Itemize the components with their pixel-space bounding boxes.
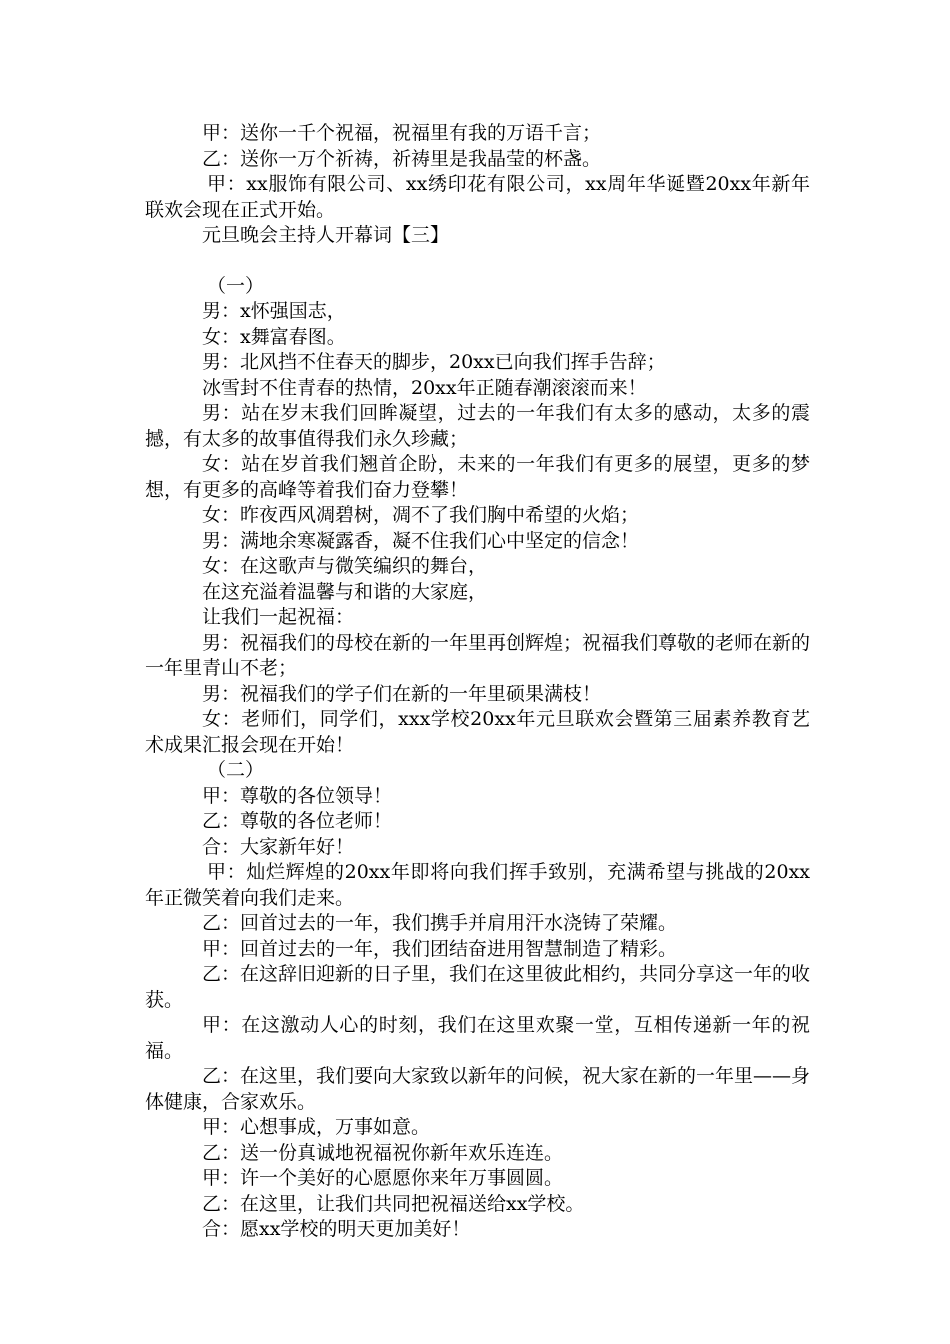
document-paragraph: 乙：回首过去的一年，我们携手并肩用汗水浇铸了荣耀。 xyxy=(202,912,678,934)
document-paragraph: 女：昨夜西风凋碧树，凋不了我们胸中希望的火焰； xyxy=(202,504,640,526)
document-paragraph: 乙：尊敬的各位老师！ xyxy=(202,810,393,832)
document-paragraph: （二） xyxy=(207,759,265,781)
document-paragraph: 女：老师们，同学们，xxx学校20xx年元旦联欢会暨第三届素养教育艺术成果汇报会现在开始！ xyxy=(145,708,810,756)
document-paragraph: 女：站在岁首我们翘首企盼，未来的一年我们有更多的展望，更多的梦想，有更多的高峰等着我们奋力登攀！ xyxy=(145,453,810,501)
document-paragraph: 女：x舞富春图。 xyxy=(202,325,346,348)
document-paragraph: 女：在这歌声与微笑编织的舞台， xyxy=(202,555,488,577)
document-paragraph: 乙：在这里，让我们共同把祝福送给xx学校。 xyxy=(202,1192,585,1215)
document-paragraph: 男：站在岁末我们回眸凝望，过去的一年我们有太多的感动，太多的震撼，有太多的故事值得我们永久珍藏； xyxy=(145,402,810,450)
document-paragraph: 乙：在这里，我们要向大家致以新年的问候，祝大家在新的一年里——身体健康，合家欢乐。 xyxy=(145,1065,811,1113)
document-paragraph: 甲：在这激动人心的时刻，我们在这里欢聚一堂，互相传递新一年的祝福。 xyxy=(145,1014,810,1062)
document-paragraph: 让我们一起祝福： xyxy=(202,606,355,628)
document-paragraph: 合：大家新年好！ xyxy=(202,835,355,858)
document-paragraph: 男：满地余寒凝露香，凝不住我们心中坚定的信念！ xyxy=(202,529,640,552)
document-paragraph: 男：祝福我们的母校在新的一年里再创辉煌；祝福我们尊敬的老师在新的一年里青山不老； xyxy=(145,631,811,679)
document-paragraph: 甲：送你一千个祝福，祝福里有我的万语千言； xyxy=(202,122,602,144)
document-paragraph: 甲：心想事成，万事如意。 xyxy=(202,1116,431,1138)
document-paragraph: （一） xyxy=(207,274,265,297)
document-paragraph: 男：祝福我们的学子们在新的一年里硕果满枝！ xyxy=(202,682,602,705)
document-paragraph: 乙：送一份真诚地祝福祝你新年欢乐连连。 xyxy=(202,1141,564,1164)
document-paragraph: 合：愿xx学校的明天更加美好！ xyxy=(202,1218,471,1240)
document-paragraph: 甲：许一个美好的心愿愿你来年万事圆圆。 xyxy=(202,1167,564,1189)
document-paragraph: 甲：灿烂辉煌的20xx年即将向我们挥手致别，充满希望与挑战的20xx年正微笑着向我们走来。 xyxy=(145,861,810,909)
document-paragraph: 甲：尊敬的各位领导！ xyxy=(202,784,393,807)
document-paragraph: 甲：回首过去的一年，我们团结奋进用智慧制造了精彩。 xyxy=(202,937,678,960)
document-paragraph: 男：x怀强国志， xyxy=(202,300,346,322)
document-paragraph: 在这充溢着温馨与和谐的大家庭， xyxy=(202,580,488,603)
document-paragraph: 乙：送你一万个祈祷，祈祷里是我晶莹的杯盏。 xyxy=(202,147,602,170)
document-paragraph: 乙：在这辞旧迎新的日子里，我们在这里彼此相约，共同分享这一年的收获。 xyxy=(145,963,811,1011)
document-body xyxy=(145,121,810,1243)
document-paragraph: 男：北风挡不住春天的脚步，20xx已向我们挥手告辞； xyxy=(202,351,666,373)
document-paragraph: 元旦晚会主持人开幕词【三】 xyxy=(202,224,450,246)
document-paragraph: 冰雪封不住青春的热情，20xx年正随春潮滚滚而来！ xyxy=(202,376,647,399)
document-paragraph: 甲：xx服饰有限公司、xx绣印花有限公司，xx周年华诞暨20xx年新年联欢会现在正式开始。 xyxy=(145,173,810,221)
